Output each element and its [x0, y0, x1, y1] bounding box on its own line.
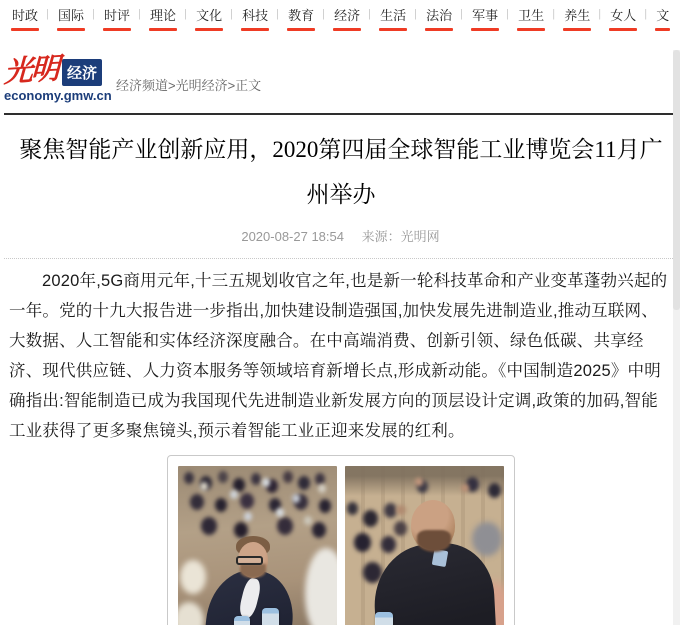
nav-item-label: | 教育 [288, 8, 315, 23]
scrollbar-thumb[interactable] [673, 50, 680, 310]
bald-man-beard [417, 530, 451, 552]
logo-domain-text: economy.gmw.cn [4, 88, 112, 103]
nav-item-label: | 法治 [426, 8, 453, 23]
blurred-faces [415, 478, 423, 486]
nav-item-wenyu[interactable] [646, 0, 679, 32]
water-bottle [234, 616, 250, 625]
nav-item-label: | 国际 [58, 8, 85, 23]
water-bottle [375, 612, 393, 625]
logo-economy-badge: 经济 [62, 59, 102, 86]
nav-item-label: 时政 [12, 8, 39, 23]
nav-item-label: | 文 [656, 8, 670, 23]
nav-item-shizheng[interactable] [2, 0, 48, 32]
nav-item-keji[interactable] [232, 0, 278, 32]
gray-haired-head [472, 522, 502, 556]
scrollbar-track[interactable] [673, 50, 680, 625]
nav-item-label: | 科技 [242, 8, 269, 23]
nav-item-lilun[interactable] [140, 0, 186, 32]
article-title: 聚焦智能产业创新应用，2020第四届全球智能工业博览会11月广州举办 [19, 137, 663, 207]
article-paragraph: 2020年,5G商用元年,十三五规划收官之年,也是新一轮科技革命和产业变革蓬勃兴起的一年。党的十九大报告进一步指出,加快建设制造强国,加快发展先进制造业,推动互联网、大数据、人工智能和实体经济深度融合。在中高端消费、创新引领、绿色低碳、共享经济、现代供应链、人力资本服务等领域培育新增长点,形成新动能。《中国制造2025》中明确指出:智能制造已成为我国现代先进制造业新发展方向的顶层设计定调,政策的加码,智能工业获得了更多聚焦镜头,预示着智能工业正迎来发展的红利。 [9, 272, 668, 440]
publish-date: 2020-08-27 18:54 [241, 229, 344, 244]
source-label: 来源：光明网 [361, 229, 440, 244]
gmw-economy-logo[interactable] [3, 53, 112, 103]
nav-item-junshi[interactable] [462, 0, 508, 32]
top-navigation [0, 0, 682, 32]
conference-photo-left [178, 466, 337, 625]
man-beard [240, 564, 266, 578]
nav-item-shiping[interactable] [94, 0, 140, 32]
white-chair-covers [180, 560, 206, 594]
article-photo-frame [167, 455, 515, 625]
nav-item-guoji[interactable] [48, 0, 94, 32]
nav-item-label: | 理论 [150, 8, 177, 23]
nav-item-jiaoyu[interactable] [278, 0, 324, 32]
audience-shirts [200, 482, 208, 491]
nav-item-jingji[interactable] [324, 0, 370, 32]
nav-item-fazhi[interactable] [416, 0, 462, 32]
nav-item-label: | 经济 [334, 8, 361, 23]
nav-item-yangsheng[interactable] [554, 0, 600, 32]
water-bottle [262, 608, 279, 625]
nav-item-shenghuo[interactable] [370, 0, 416, 32]
nav-item-label: | 养生 [564, 8, 591, 23]
nav-item-nvren[interactable] [600, 0, 646, 32]
masthead-divider [4, 113, 677, 115]
audience-heads [347, 502, 358, 515]
nav-item-label: | 生活 [380, 8, 407, 23]
nav-item-label: | 时评 [104, 8, 131, 23]
nav-item-label: | 卫生 [518, 8, 545, 23]
nav-item-label: | 文化 [196, 8, 223, 23]
article-meta [4, 226, 677, 259]
breadcrumb[interactable]: 经济频道>光明经济>正文 [116, 78, 262, 93]
conference-photo-right [345, 466, 504, 625]
audience-heads [184, 472, 194, 484]
masthead [3, 53, 682, 110]
nav-item-weisheng[interactable] [508, 0, 554, 32]
logo-script-icon: 光明 [3, 53, 59, 89]
nav-item-wenhua[interactable] [186, 0, 232, 32]
nav-item-label: | 军事 [472, 8, 499, 23]
nav-item-label: | 女人 [610, 8, 637, 23]
man-glasses [236, 556, 263, 565]
